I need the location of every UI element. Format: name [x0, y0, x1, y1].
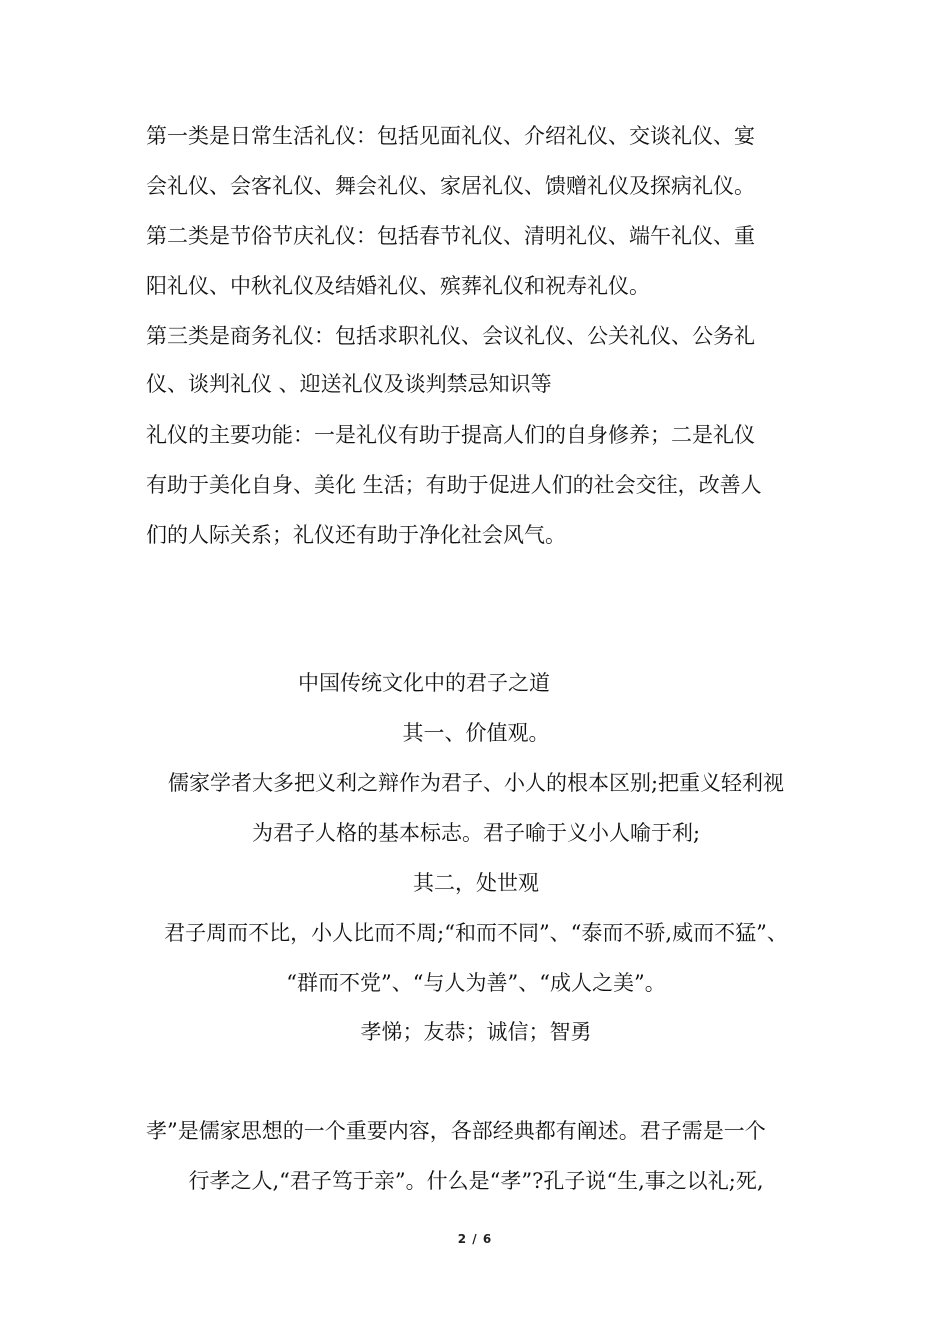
paragraph-festival-etiquette-line2: 阳礼仪、中秋礼仪及结婚礼仪、殡葬礼仪和祝寿礼仪。: [146, 274, 650, 298]
paragraph-functions-line1: 礼仪的主要功能：一是礼仪有助于提高人们的自身修养；二是礼仪: [146, 423, 755, 447]
paragraph-business-etiquette-line2: 仪、谈判礼仪 、迎送礼仪及谈判禁忌知识等: [146, 372, 552, 396]
paragraph-business-etiquette-line1: 第三类是商务礼仪：包括求职礼仪、会议礼仪、公关礼仪、公务礼: [146, 324, 755, 348]
values-line1: 儒家学者大多把义利之辩作为君子、小人的根本区别;把重义轻利视: [167, 771, 785, 795]
virtues-line: 孝悌；友恭；诚信；智勇: [360, 1020, 592, 1044]
filial-piety-line1: 孝”是儒家思想的一个重要内容，各部经典都有阐述。君子需是一个: [146, 1119, 766, 1143]
subheading-worldview: 其二，处世观: [413, 871, 539, 895]
paragraph-festival-etiquette-line1: 第二类是节俗节庆礼仪：包括春节礼仪、清明礼仪、端午礼仪、重: [146, 224, 755, 248]
paragraph-functions-line3: 们的人际关系；礼仪还有助于净化社会风气。: [146, 523, 566, 547]
worldview-line1: 君子周而不比，小人比而不周;“和而不同”、“泰而不骄,威而不猛”、: [164, 921, 788, 945]
paragraph-daily-etiquette-line1: 第一类是日常生活礼仪：包括见面礼仪、介绍礼仪、交谈礼仪、宴: [146, 124, 755, 148]
paragraph-functions-line2: 有助于美化自身、美化 生活；有助于促进人们的社会交往，改善人: [146, 473, 762, 497]
section-title: 中国传统文化中的君子之道: [298, 671, 550, 695]
filial-piety-line2: 行孝之人,“君子笃于亲”。什么是“孝”?孔子说“生,事之以礼;死,: [188, 1169, 764, 1193]
values-line2: 为君子人格的基本标志。君子喻于义小人喻于利;: [251, 821, 701, 845]
subheading-values: 其一、价值观。: [402, 721, 550, 745]
paragraph-daily-etiquette-line2: 会礼仪、会客礼仪、舞会礼仪、家居礼仪、馈赠礼仪及探病礼仪。: [146, 174, 755, 198]
worldview-line2: “群而不党”、“与人为善”、“成人之美”。: [286, 971, 666, 995]
page-number: 2 / 6: [457, 1232, 493, 1246]
